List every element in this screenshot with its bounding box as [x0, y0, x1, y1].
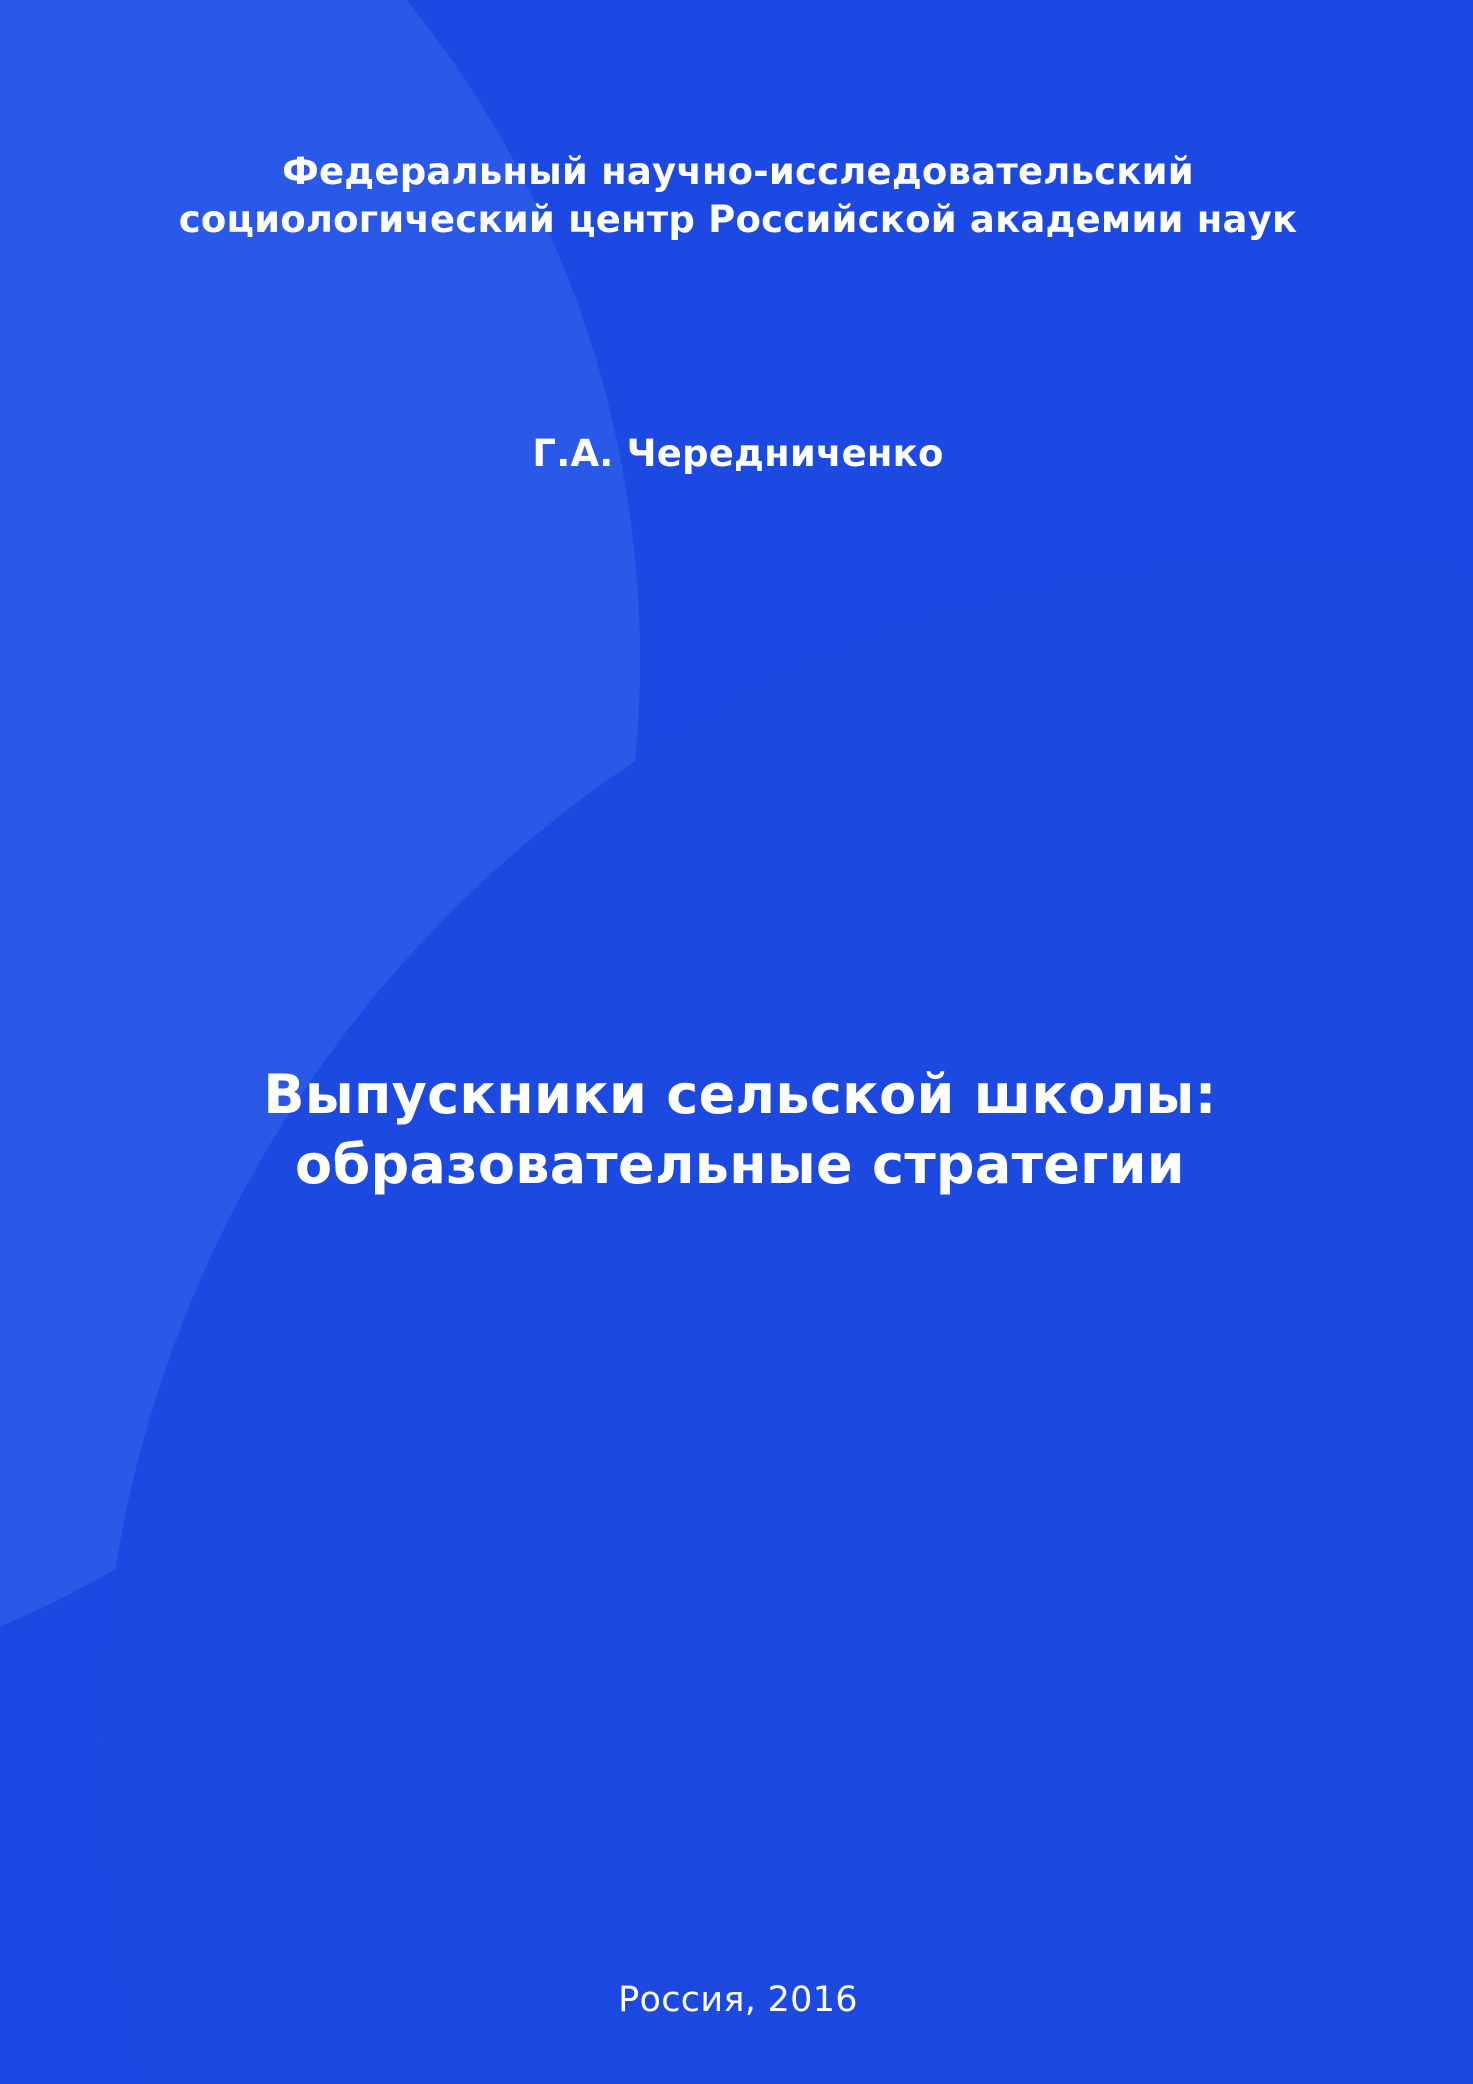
- publisher-name: Федеральный научно-исследовательский социологический центр Российской академии наук: [178, 150, 1298, 242]
- book-title: Выпускники сельской школы: образовательные стратегии: [263, 1063, 1217, 1197]
- author-name: Г.А. Чередниченко: [532, 432, 944, 475]
- publication-place-year: Россия, 2016: [618, 1980, 858, 2020]
